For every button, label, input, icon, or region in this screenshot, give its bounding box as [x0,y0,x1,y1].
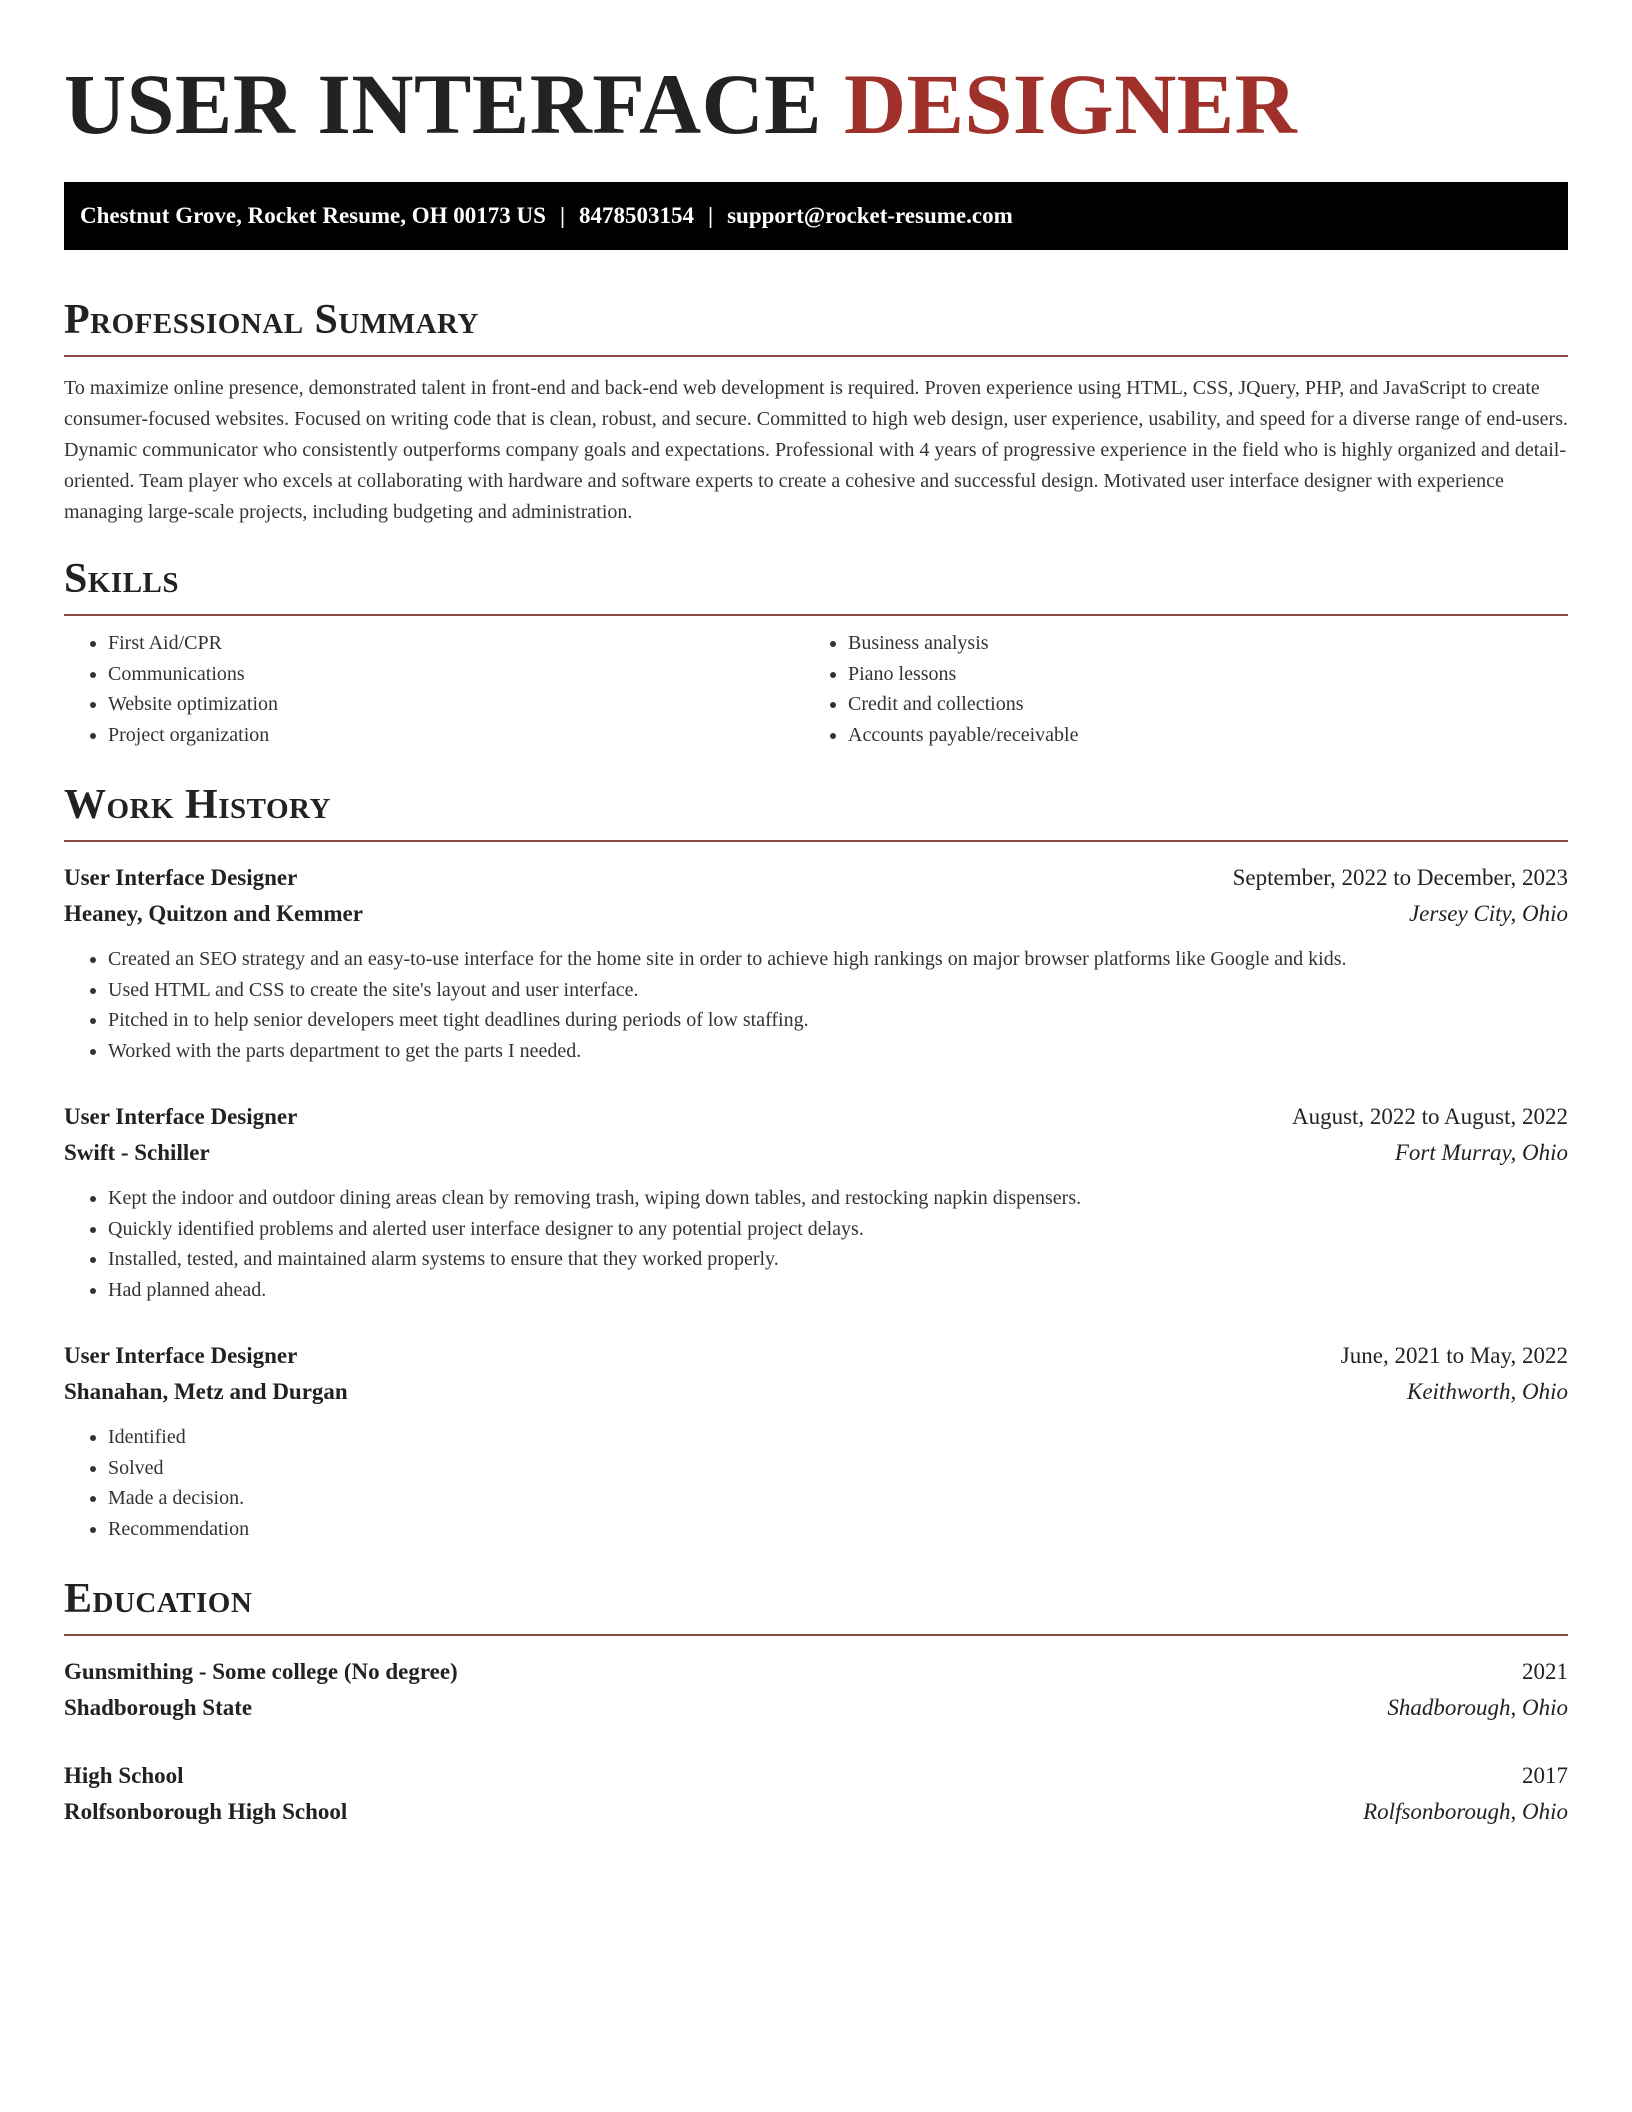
education-school-row [64,1794,1568,1830]
job-location: Jersey City, Ohio [1408,901,1568,926]
skills-columns [64,628,1568,750]
skill-item: • Piano lessons [848,659,1544,690]
job-company-row [64,1135,1568,1171]
skill-item: • Credit and collections [848,689,1544,720]
job-dates: August, 2022 to August, 2022 [1291,1104,1568,1129]
education-school-row [64,1690,1568,1726]
job-title: User Interface Designer [64,1104,298,1129]
summary-title: Professional Summary [64,297,479,343]
job-title: User Interface Designer [64,1343,298,1368]
job-company: Shanahan, Metz and Durgan [64,1379,348,1404]
resume-name [64,54,1568,154]
job-bullet: • Worked with the parts department to get the parts I needed. [108,1036,1568,1067]
job-company: Swift - Schiller [64,1140,210,1165]
job-bullet: • Made a decision. [108,1483,1568,1514]
contact-email: support@rocket-resume.com [727,203,1013,228]
job-entry [64,860,1568,1066]
job-header [64,1099,1568,1135]
education-year: 2017 [1522,1763,1568,1788]
skills-title: Skills [64,556,180,602]
skill-item: • First Aid/CPR [108,628,804,659]
job-bullet: • Quickly identified problems and alerted user interface designer to any potential project delays. [108,1214,1568,1245]
job-bullet: • Installed, tested, and maintained alarm systems to ensure that they worked properly. [108,1244,1568,1275]
job-bullet: • Created an SEO strategy and an easy-to-use interface for the home site in order to achieve high rankings on major browser platforms like Google and kids. [108,944,1568,975]
contact-separator: | [559,203,566,228]
contact-bar [64,182,1568,250]
education-location: Rolfsonborough, Ohio [1363,1799,1568,1824]
job-bullets [64,1183,1568,1305]
contact-separator: | [708,203,714,228]
job-entry [64,1338,1568,1544]
education-location: Shadborough, Ohio [1387,1695,1568,1720]
education-year: 2021 [1522,1659,1568,1684]
job-company-row [64,896,1568,932]
job-dates: September, 2022 to December, 2023 [1232,865,1568,890]
education-school: Shadborough State [64,1695,253,1720]
job-company: Heaney, Quitzon and Kemmer [64,901,363,926]
skill-item: • Business analysis [848,628,1544,659]
contact-phone: 8478503154 [579,203,695,228]
skill-item: • Communications [108,659,804,690]
education-degree: High School [64,1763,184,1788]
job-bullet: • Had planned ahead. [108,1275,1568,1306]
education-degree: Gunsmithing - Some college (No degree) [64,1659,458,1684]
job-bullet: • Pitched in to help senior developers meet tight deadlines during periods of low staffing. [108,1005,1568,1036]
job-bullets [64,944,1568,1066]
skill-item: • Project organization [108,720,804,751]
job-location: Keithworth, Ohio [1406,1379,1568,1404]
work-history-title: Work History [64,782,331,828]
job-bullets [64,1422,1568,1544]
job-bullet: • Identified [108,1422,1568,1453]
job-bullet: • Recommendation [108,1514,1568,1545]
contact-address: Chestnut Grove, Rocket Resume, OH 00173 US [80,203,546,228]
job-title: User Interface Designer [64,865,298,890]
skills-list-right [804,628,1544,750]
education-entry [64,1654,1568,1726]
job-location: Fort Murray, Ohio [1394,1140,1568,1165]
job-bullet: • Used HTML and CSS to create the site's layout and user interface. [108,975,1568,1006]
skills-section [64,554,1568,750]
name-part-1: USER INTERFACE [64,56,823,152]
education-entry [64,1758,1568,1830]
summary-text: To maximize online presence, demonstrated talent in front-end and back-end web development is required. Proven experience using HTML, CSS, JQuery, PHP, and JavaScript to create consumer-focused websites. Focused on writing code that is clean, robust, and secure. Committed to high web design, user experience, usability, and speed for a diverse range of end-users. Dynamic communicator who consistently outperforms company goals and expectations. Professional with 4 years of progressive experience in the field who is highly organized and detail-oriented. Team player who excels at collaborating with hardware and software experts to create a cohesive and successful design. Motivated user interface designer with experience managing large-scale projects, including budgeting and administration. [64,377,1568,523]
job-header [64,1338,1568,1374]
section-divider [64,355,1568,357]
education-section [64,1574,1568,1830]
section-divider [64,840,1568,842]
summary-section [64,295,1568,528]
education-header [64,1654,1568,1690]
job-dates: June, 2021 to May, 2022 [1340,1343,1568,1368]
skill-item: • Accounts payable/receivable [848,720,1544,751]
education-title: Education [64,1576,253,1622]
skills-list-left [64,628,804,750]
name-part-2: DESIGNER [844,56,1298,152]
job-header [64,860,1568,896]
section-divider [64,614,1568,616]
job-company-row [64,1374,1568,1410]
skill-item: • Website optimization [108,689,804,720]
work-history-section [64,780,1568,1544]
education-header [64,1758,1568,1794]
section-divider [64,1634,1568,1636]
job-bullet: • Kept the indoor and outdoor dining areas clean by removing trash, wiping down tables, and restocking napkin dispensers. [108,1183,1568,1214]
education-school: Rolfsonborough High School [64,1799,348,1824]
job-bullet: • Solved [108,1453,1568,1484]
job-entry [64,1099,1568,1305]
